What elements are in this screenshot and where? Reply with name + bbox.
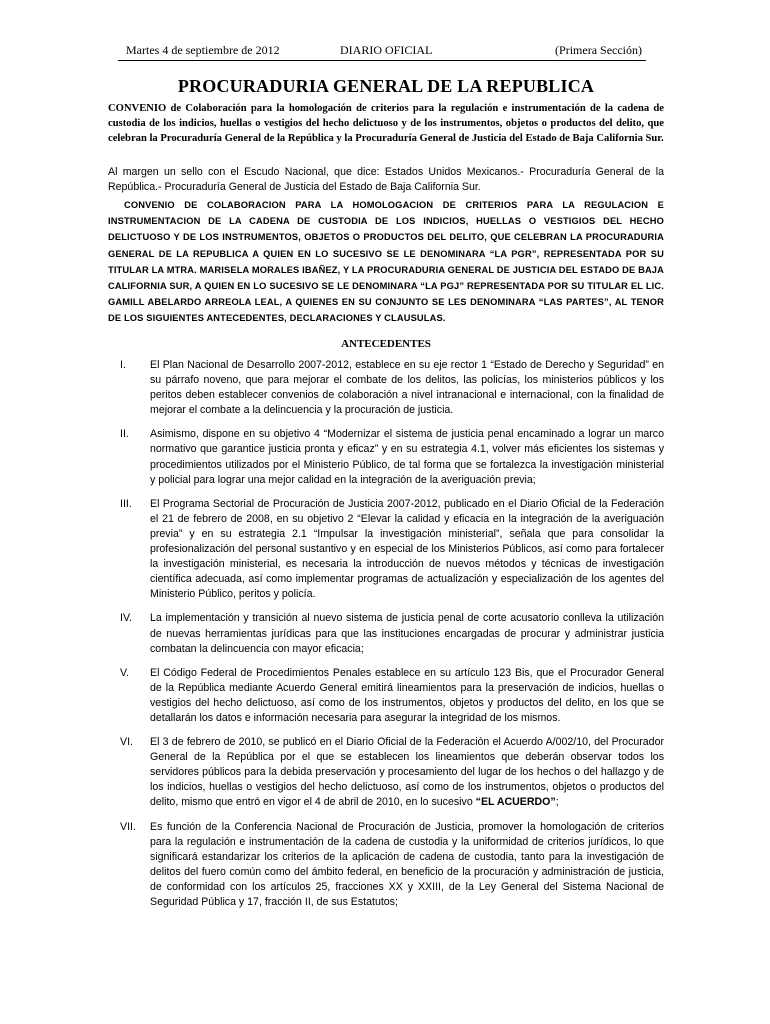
header-date: Martes 4 de septiembre de 2012 bbox=[126, 43, 280, 57]
convenio-summary: CONVENIO de Colaboración para la homologación de criterios para la regulación e instrumentación de la cadena de custodia de los indicios, huellas o vestigios del hecho delictuoso y de los instrumentos, objetos o productos del delito, que celebran la Procuraduría General de la República y la Procuraduría General de Justicia del Estado de Baja California Sur. bbox=[108, 103, 664, 145]
item-bold-term: “EL ACUERDO” bbox=[475, 796, 556, 809]
page-title: PROCURADURIA GENERAL DE LA REPUBLICA bbox=[177, 76, 595, 96]
item-text: El 3 de febrero de 2010, se publicó en el Diario Oficial de la Federación el Acuerdo A/002/10, del Procurador General de la República por el que se establecen los lineamientos que deberán observar todos los servidores públicos para la debida preservación y procesamiento del lugar de los hechos o del hallazgo y de los indicios, huellas o vestigios del hecho delictuoso, así como de los instrumentos, objetos o productos del delito, mismo que entró en vigor el 4 de abril de 2010, en lo sucesivo bbox=[150, 736, 664, 809]
antecedente-item bbox=[108, 358, 664, 418]
antecedente-item bbox=[108, 820, 664, 911]
header-publication: DIARIO OFICIAL bbox=[340, 43, 433, 57]
item-number: I. bbox=[120, 359, 126, 371]
item-number: III. bbox=[120, 497, 132, 510]
item-text: El Código Federal de Procedimientos Penales establece en su artículo 123 Bis, que el Procurador General de la República mediante Acuerdo General emitirá lineamientos para la preservación de indicios, huellas o vestigios del hecho delictuoso, así como de los instrumentos, objetos y productos del delito, en los que se detallarán los datos e información necesaria para asegurar la integridad de los mismos. bbox=[150, 666, 664, 724]
antecedente-item bbox=[108, 611, 664, 656]
antecedente-item bbox=[108, 666, 664, 726]
antecedentes-heading: ANTECEDENTES bbox=[341, 338, 431, 350]
header-divider bbox=[118, 60, 646, 61]
antecedente-item bbox=[108, 735, 664, 810]
convenio-caps-paragraph: CONVENIO DE COLABORACION PARA LA HOMOLOGACION DE CRITERIOS PARA LA REGULACION E INSTRUMENTACION DE LA CADENA DE CUSTODIA DE LOS INDICIOS, HUELLAS O VESTIGIOS DEL HECHO DELICTUOSO Y DE LOS INSTRUMENTOS, OBJETOS O PRODUCTOS DEL DELITO, QUE CELEBRAN LA PROCURADURIA GENERAL DE LA REPUBLICA A QUIEN EN LO SUCESIVO SE LE DENOMINARA “LA PGR”, REPRESENTADA POR SU TITULAR LA MTRA. MARISELA MORALES IBAÑEZ, Y LA PROCURADURIA GENERAL DE JUSTICIA DEL ESTADO DE BAJA CALIFORNIA SUR, A QUIEN EN LO SUCESIVO SE LE DENOMINARA “LA PGJ” REPRESENTADA POR SU TITULAR EL LIC. GAMILL ABELARDO ARREOLA LEAL, A QUIENES EN SU CONJUNTO SE LES DENOMINARA “LAS PARTES”, AL TENOR DE LOS SIGUIENTES ANTECEDENTES, DECLARACIONES Y CLAUSULAS. bbox=[108, 200, 664, 324]
item-text: La implementación y transición al nuevo sistema de justicia penal de corte acusatorio conlleva la utilización de nuevas herramientas jurídicas para que las instituciones encargadas de procurar y administrar justicia combatan la delincuencia con mayor eficacia; bbox=[150, 612, 664, 655]
item-number: II. bbox=[120, 428, 129, 441]
item-punctuation: ; bbox=[555, 796, 559, 809]
item-number: VII. bbox=[120, 820, 136, 833]
item-number: V. bbox=[120, 666, 130, 679]
page-header bbox=[118, 43, 646, 61]
item-text: El Plan Nacional de Desarrollo 2007-2012, establece en su eje rector 1 “Estado de Derecho y Seguridad” en su párrafo noveno, que para mejorar el combate de los delitos, las policías, los ministerios públicos y los peritos deben establecer convenios de colaboración a nivel intranacional e internacional, con la finalidad de mejorar el combate a la delincuencia y la procuración de justicia. bbox=[150, 359, 664, 417]
item-text: El Programa Sectorial de Procuración de Justicia 2007-2012, publicado en el Diario Oficial de la Federación el 21 de febrero de 2008, en su objetivo 2 “Elevar la calidad y eficacia en la integración de la averiguación previa” y en su estrategia 2.1 “Impulsar la investigación ministerial”, señala que para consolidar la profesionalización del personal sustantivo y en especial de los Ministerios Públicos, así como para fortalecer la investigación ministerial, es necesaria la introducción de nuevos métodos y técnicas de investigación científica adecuada, así como implementar programas de actualización y especialización de los agentes del Ministerio Público, peritos y policía. bbox=[150, 497, 664, 601]
antecedente-item bbox=[108, 427, 664, 487]
margin-note: Al margen un sello con el Escudo Nacional, que dice: Estados Unidos Mexicanos.- Procuraduría General de la República.- Procuraduría General de Justicia del Estado de Baja California Sur. bbox=[108, 166, 664, 193]
item-text: Es función de la Conferencia Nacional de Procuración de Justicia, promover la homologación de criterios para la regulación e instrumentación de la cadena de custodia y la uniformidad de criterios jurídicos, lo que significará estandarizar los criterios de la aplicación de cadena de custodia, tanto para la investigación de delitos del fuero común como del ámbito federal, en beneficio de la procuración y administración de justicia, de conformidad con los artículos 25, fracciones XX y XXIII, de la Ley General del Sistema Nacional de Seguridad Pública y 17, fracción II, de sus Estatutos; bbox=[150, 820, 664, 908]
antecedente-item bbox=[108, 497, 664, 603]
item-text: Asimismo, dispone en su objetivo 4 “Modernizar el sistema de justicia penal encaminado a lograr un marco normativo que garantice justicia pronta y eficaz” y en su estrategia 4.1, volver más eficientes los sistemas y procedimientos utilizados por el Ministerio Público, de tal forma que se fortalezca la investigación ministerial y policial para lograr una mejor calidad en la integración de la averiguación previa; bbox=[150, 428, 664, 486]
item-number: IV. bbox=[120, 612, 132, 625]
header-section: (Primera Sección) bbox=[555, 43, 642, 57]
item-number: VI. bbox=[120, 736, 133, 749]
antecedentes-list bbox=[108, 358, 664, 919]
